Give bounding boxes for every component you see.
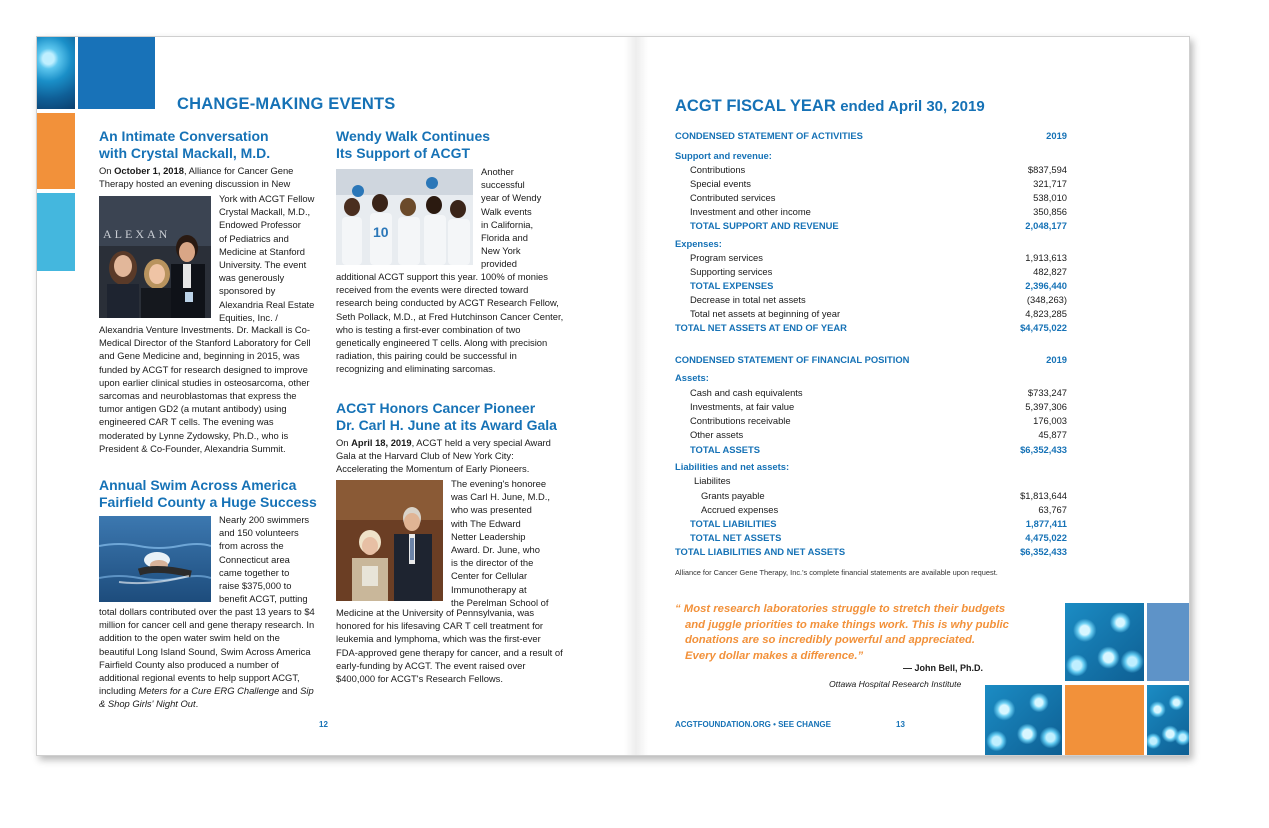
total-value: $6,352,433 bbox=[1020, 546, 1067, 557]
group-label-text: Assets: bbox=[675, 372, 709, 383]
event-date: April 18, 2019 bbox=[351, 437, 412, 448]
title-line: Annual Swim Across America bbox=[99, 477, 297, 493]
footnote: Alliance for Cancer Gene Therapy, Inc.'s complete financial statements are available upon request. bbox=[675, 568, 998, 577]
wrap-line: with The Edward bbox=[451, 517, 521, 529]
body-text: and bbox=[279, 685, 301, 697]
total-label: TOTAL NET ASSETS bbox=[690, 532, 782, 543]
page-gutter bbox=[624, 37, 648, 755]
wrap-line: raise $375,000 to bbox=[219, 580, 292, 592]
wrap-line: year of Wendy bbox=[481, 192, 542, 204]
table-header bbox=[675, 353, 1067, 367]
title-line: An Intimate Conversation bbox=[99, 128, 269, 144]
row-value: 538,010 bbox=[1033, 192, 1067, 203]
table-row bbox=[675, 251, 1067, 265]
group-label-text: Expenses: bbox=[675, 238, 722, 249]
table-row bbox=[675, 205, 1067, 219]
total-row bbox=[675, 279, 1067, 293]
intro-text: On bbox=[99, 165, 115, 176]
year-label: 2019 bbox=[1046, 354, 1067, 365]
row-value: 1,913,613 bbox=[1025, 252, 1067, 263]
event-name: Sip & Shop Girls' Night Out bbox=[99, 685, 314, 710]
brochure-spread bbox=[36, 36, 1190, 756]
grand-total-row bbox=[675, 545, 1067, 559]
wrap-line: who was presented bbox=[451, 504, 532, 516]
wrap-line: successful bbox=[481, 179, 525, 191]
intro-text: On bbox=[336, 437, 352, 448]
article-title bbox=[336, 128, 576, 162]
wrap-line: of Pediatrics and bbox=[219, 232, 289, 244]
title-line: Fairfield County a Huge Success bbox=[99, 494, 317, 510]
subgroup-label-text: Liabilites bbox=[694, 475, 731, 486]
wrap-text bbox=[219, 192, 329, 324]
article-body: Medicine at the University of Pennsylvania, was honored for his lifesaving CAR T cell treatment for leukemia and lymphoma, which was the first-ever FDA-approved gene therapy for cancer, and a result of early-funding by ACGT. The event raised over $400,000 for ACGT's Research Fellows. bbox=[336, 607, 563, 685]
article-title bbox=[99, 128, 329, 162]
wrap-line: Nearly 200 swimmers bbox=[219, 514, 310, 525]
wrap-line: and 150 volunteers bbox=[219, 527, 299, 539]
row-value: 321,717 bbox=[1033, 178, 1067, 189]
total-value: $4,475,022 bbox=[1020, 322, 1067, 333]
year-label: 2019 bbox=[1046, 130, 1067, 141]
quote-line: and juggle priorities to make things work. This is why public bbox=[685, 618, 1009, 631]
row-label: Investment and other income bbox=[690, 206, 811, 217]
quote-line: “ Most research laboratories struggle to stretch their budgets bbox=[675, 603, 1006, 615]
table-row bbox=[675, 163, 1067, 177]
row-label: Contributions receivable bbox=[690, 415, 791, 426]
swimmer-photo bbox=[99, 516, 211, 602]
group-label bbox=[675, 237, 1067, 251]
footer-site: ACGTFOUNDATION.ORG • SEE CHANGE bbox=[675, 720, 831, 729]
wrap-line: The evening's honoree bbox=[451, 478, 547, 489]
row-value: 482,827 bbox=[1033, 266, 1067, 277]
quote-author: — John Bell, Ph.D. bbox=[903, 663, 984, 673]
cell-image-block bbox=[37, 37, 75, 109]
activities-table bbox=[675, 129, 1067, 339]
section-title: CHANGE-MAKING EVENTS bbox=[177, 95, 396, 113]
row-label: Decrease in total net assets bbox=[690, 294, 806, 305]
wrap-line: Florida and bbox=[481, 232, 528, 244]
wrap-line: was generously bbox=[219, 272, 285, 284]
june-award-photo bbox=[336, 480, 443, 601]
wrap-line: University. The event bbox=[219, 259, 307, 271]
wrap-line: Connecticut area bbox=[219, 553, 290, 565]
row-value: (348,263) bbox=[1026, 294, 1067, 305]
total-value: 1,877,411 bbox=[1025, 518, 1067, 529]
group-label bbox=[675, 460, 1067, 474]
wrap-line: provided bbox=[481, 258, 517, 270]
quote-affiliation: Ottawa Hospital Research Institute bbox=[829, 679, 962, 689]
table-row bbox=[675, 400, 1067, 414]
wrap-line: Immunotherapy at bbox=[451, 583, 527, 595]
wrap-text bbox=[481, 165, 577, 271]
row-label: Other assets bbox=[690, 429, 744, 440]
cell-image-block bbox=[1065, 603, 1144, 681]
event-date: October 1, 2018 bbox=[114, 165, 184, 176]
wrap-line: benefit ACGT, putting bbox=[219, 593, 308, 605]
table-row bbox=[675, 414, 1067, 428]
article-body bbox=[99, 605, 317, 711]
title-line: Wendy Walk Continues bbox=[336, 128, 491, 144]
row-value: 176,003 bbox=[1033, 415, 1067, 426]
total-row bbox=[675, 443, 1067, 457]
total-value: 2,048,177 bbox=[1025, 220, 1067, 231]
intro-text: , Alliance for Cancer Gene Therapy hosted an evening discussion in New bbox=[99, 165, 294, 190]
table-row bbox=[675, 386, 1067, 400]
wrap-line: was Carl H. June, M.D., bbox=[451, 491, 550, 503]
total-value: 2,396,440 bbox=[1025, 280, 1067, 291]
row-value: 4,823,285 bbox=[1025, 308, 1067, 319]
total-label: TOTAL ASSETS bbox=[690, 444, 760, 455]
title-sub: ended April 30, 2019 bbox=[840, 98, 985, 115]
wendy-walk-photo bbox=[336, 169, 473, 265]
wrap-line: York with ACGT Fellow bbox=[219, 193, 315, 204]
row-label: Investments, at fair value bbox=[690, 401, 795, 412]
wrap-line: New York bbox=[481, 245, 521, 257]
title-line: Its Support of ACGT bbox=[336, 145, 471, 161]
row-label: Special events bbox=[690, 178, 751, 189]
wrap-line: came together to bbox=[219, 566, 290, 578]
statement-heading: CONDENSED STATEMENT OF FINANCIAL POSITION bbox=[675, 354, 910, 365]
wrap-text bbox=[219, 513, 329, 605]
total-label: TOTAL SUPPORT AND REVENUE bbox=[690, 220, 839, 231]
table-row bbox=[675, 503, 1067, 517]
title-line: ACGT Honors Cancer Pioneer bbox=[336, 400, 536, 416]
wrap-line: sponsored by bbox=[219, 285, 276, 297]
article-title bbox=[99, 477, 329, 511]
row-value: 350,856 bbox=[1033, 206, 1067, 217]
svg-text:ALEXAN: ALEXAN bbox=[103, 227, 171, 241]
row-label: Program services bbox=[690, 252, 763, 263]
row-value: 5,397,306 bbox=[1025, 401, 1067, 412]
row-value: $733,247 bbox=[1027, 387, 1067, 398]
orange-block bbox=[37, 113, 75, 189]
group-label bbox=[675, 149, 1067, 163]
statement-heading: CONDENSED STATEMENT OF ACTIVITIES bbox=[675, 130, 863, 141]
wrap-line: Award. Dr. June, who bbox=[451, 544, 540, 556]
wrap-line: Alexandria Real Estate bbox=[219, 298, 315, 310]
row-value: $837,594 bbox=[1027, 164, 1067, 175]
light-blue-block bbox=[37, 193, 75, 271]
title-line: Dr. Carl H. June at its Award Gala bbox=[336, 417, 557, 433]
table-row bbox=[675, 293, 1067, 307]
wrap-line: Netter Leadership bbox=[451, 530, 526, 542]
wrap-line: Center for Cellular bbox=[451, 570, 528, 582]
total-label: TOTAL LIABILITIES AND NET ASSETS bbox=[675, 546, 846, 557]
page-number-right: 13 bbox=[896, 720, 905, 729]
blue-square-block bbox=[78, 37, 155, 109]
total-label: TOTAL LIABILITIES bbox=[690, 518, 777, 529]
title-line: with Crystal Mackall, M.D. bbox=[99, 145, 271, 161]
group-label-text: Liabilities and net assets: bbox=[675, 461, 790, 472]
wrap-line: in California, bbox=[481, 218, 534, 230]
quote-line: Every dollar makes a difference.” bbox=[685, 649, 864, 662]
subgroup-label bbox=[675, 474, 1067, 488]
wrap-line: the Perelman School of bbox=[451, 596, 549, 608]
total-value: 4,475,022 bbox=[1025, 532, 1067, 543]
pull-quote bbox=[675, 602, 1035, 664]
cell-image-block bbox=[1147, 685, 1189, 755]
title-main: ACGT FISCAL YEAR bbox=[675, 97, 836, 115]
row-label: Supporting services bbox=[690, 266, 773, 277]
row-label: Cash and cash equivalents bbox=[690, 387, 803, 398]
mackall-event-photo bbox=[99, 196, 211, 318]
wrap-line: from across the bbox=[219, 540, 284, 552]
wrap-line: Medicine at Stanford bbox=[219, 245, 305, 257]
table-row bbox=[675, 307, 1067, 321]
row-label: Contributions bbox=[690, 164, 746, 175]
page-title bbox=[675, 97, 985, 116]
wrap-text bbox=[451, 477, 581, 609]
cell-image-block bbox=[985, 685, 1062, 755]
svg-text:10: 10 bbox=[373, 224, 389, 240]
group-label-text: Support and revenue: bbox=[675, 150, 772, 161]
wrap-line: Equities, Inc. / bbox=[219, 311, 278, 323]
article-intro bbox=[99, 164, 315, 190]
wrap-line: Another bbox=[481, 166, 514, 177]
row-label: Grants payable bbox=[701, 490, 765, 501]
body-text: . bbox=[195, 698, 199, 710]
total-row bbox=[675, 531, 1067, 545]
grand-total-row bbox=[675, 321, 1067, 335]
wrap-line: Crystal Mackall, M.D., bbox=[219, 206, 311, 218]
total-label: TOTAL EXPENSES bbox=[690, 280, 774, 291]
financial-position-table bbox=[675, 353, 1067, 563]
row-label: Contributed services bbox=[690, 192, 776, 203]
total-row bbox=[675, 517, 1067, 531]
wrap-line: Endowed Professor bbox=[219, 219, 301, 231]
article-title bbox=[336, 400, 586, 434]
row-value: 45,877 bbox=[1038, 429, 1067, 440]
row-value: 63,767 bbox=[1038, 504, 1067, 515]
article-intro bbox=[336, 436, 564, 476]
article-body: additional ACGT support this year. 100% of monies received from the events were directed toward research being conducted by ACGT Research Fellow, Seth Pollack, M.D., at Fred Hutchinson Cancer Center, who is testing a first-ever combination of two genetically engineered T cells. Along with precision radiation, this pairing could be successful in recognizing and eliminating sarcomas. bbox=[336, 271, 564, 375]
row-label: Total net assets at beginning of year bbox=[690, 308, 841, 319]
quote-line: donations are so incredibly powerful and appreciated. bbox=[685, 634, 976, 646]
event-name: Meters for a Cure ERG Challenge bbox=[138, 685, 280, 697]
table-header bbox=[675, 129, 1067, 143]
wrap-line: is the director of the bbox=[451, 557, 534, 569]
row-label: Accrued expenses bbox=[701, 504, 779, 515]
total-row bbox=[675, 219, 1067, 233]
table-row bbox=[675, 489, 1067, 503]
steel-blue-block bbox=[1147, 603, 1189, 681]
intro-text: , ACGT held a very special Award Gala at the Harvard Club of New York City: Accelerating the Momentum of Early Pioneers. bbox=[336, 437, 551, 475]
total-label: TOTAL NET ASSETS AT END OF YEAR bbox=[675, 322, 847, 333]
row-value: $1,813,644 bbox=[1020, 490, 1067, 501]
table-row bbox=[675, 265, 1067, 279]
body-text: total dollars contributed over the past 13 years to $4 million for cancer cell and gene therapy research. In addition to the open water swim held on the beautiful Long Island Sound, Swim Across America Fairfield County also produced a number of additional regional events to help support ACGT, including bbox=[99, 606, 315, 697]
orange-block bbox=[1065, 685, 1144, 755]
wrap-line: Walk events bbox=[481, 205, 532, 217]
table-row bbox=[675, 428, 1067, 442]
group-label bbox=[675, 371, 1067, 385]
page-number-left: 12 bbox=[319, 720, 328, 729]
total-value: $6,352,433 bbox=[1020, 444, 1067, 455]
table-row bbox=[675, 191, 1067, 205]
article-body: Alexandria Venture Investments. Dr. Mackall is Co-Medical Director of the Stanford Laboratory for Cell and Gene Medicine and, beginning in 2015, was funded by ACGT for research designed to improve upon earlier clinical studies in osteosarcoma, other sarcomas and neuroblastomas that express the tumor antigen GD2 (a mutant antibody) using engineered CAR T cells. The evening was moderated by Lynne Zydowsky, Ph.D., who is President & Co-Founder, Alexandria Summit. bbox=[99, 324, 311, 454]
table-row bbox=[675, 177, 1067, 191]
